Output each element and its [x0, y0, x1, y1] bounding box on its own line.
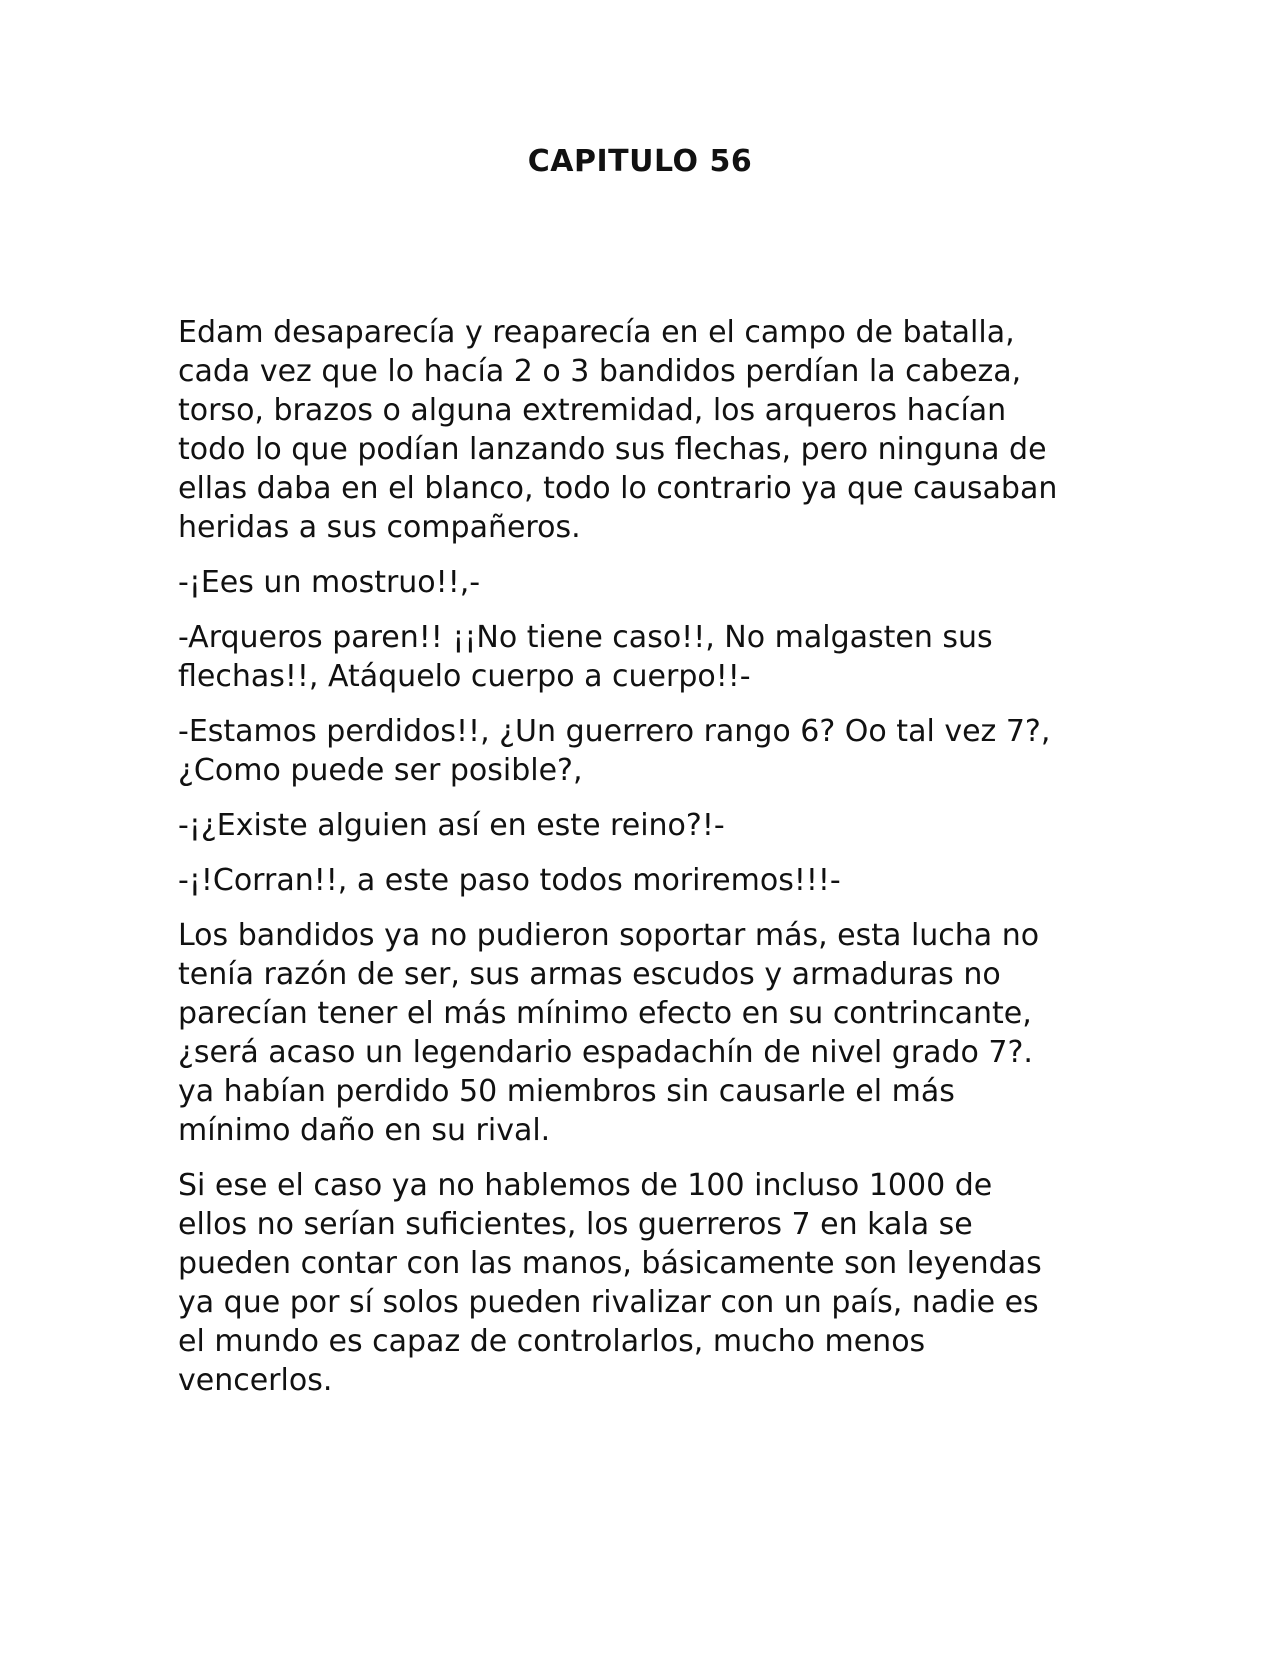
text-line: vencerlos. [178, 1363, 333, 1398]
text-line: heridas a sus compañeros. [178, 510, 581, 545]
text-line: ya que por sí solos pueden rivalizar con un país, nadie es [178, 1285, 1039, 1320]
text-line: Si ese el caso ya no hablemos de 100 incluso 1000 de [178, 1168, 993, 1203]
paragraph-dialogue-2 [178, 618, 1118, 696]
text-line: pueden contar con las manos, básicamente son leyendas [178, 1246, 1042, 1281]
text-line: parecían tener el más mínimo efecto en su contrincante, [178, 996, 1032, 1031]
paragraph-narration-3 [178, 1166, 1118, 1400]
chapter-title: CAPITULO 56 [527, 144, 753, 179]
text-line: todo lo que podían lanzando sus flechas, pero ninguna de [178, 432, 1047, 467]
paragraph-narration-2 [178, 916, 1118, 1150]
paragraph-dialogue-5 [178, 861, 1118, 900]
text-line: torso, brazos o alguna extremidad, los arqueros hacían [178, 393, 1007, 428]
text-line: -¡¿Existe alguien así en este reino?!- [178, 808, 725, 843]
paragraph-dialogue-1 [178, 563, 1118, 602]
paragraph-narration-1 [178, 313, 1118, 547]
text-line: -Estamos perdidos!!, ¿Un guerrero rango 6? Oo tal vez 7?, [178, 714, 1051, 749]
text-line: mínimo daño en su rival. [178, 1113, 551, 1148]
text-line: ¿Como puede ser posible?, [178, 753, 583, 788]
text-line: ya habían perdido 50 miembros sin causarle el más [178, 1074, 955, 1109]
text-line: ¿será acaso un legendario espadachín de nivel grado 7?. [178, 1035, 1033, 1070]
text-line: -¡!Corran!!, a este paso todos moriremos!!!- [178, 863, 841, 898]
text-line: tenía razón de ser, sus armas escudos y armaduras no [178, 957, 1001, 992]
text-line: Los bandidos ya no pudieron soportar más, esta lucha no [178, 918, 1040, 953]
text-line: cada vez que lo hacía 2 o 3 bandidos perdían la cabeza, [178, 354, 1022, 389]
text-line: -Arqueros paren!! ¡¡No tiene caso!!, No malgasten sus [178, 620, 993, 655]
text-line: ellas daba en el blanco, todo lo contrario ya que causaban [178, 471, 1058, 506]
paragraph-dialogue-4 [178, 806, 1118, 845]
chapter-body [178, 313, 1118, 1416]
paragraph-dialogue-3 [178, 712, 1118, 790]
text-line: ellos no serían suficientes, los guerreros 7 en kala se [178, 1207, 973, 1242]
text-line: flechas!!, Atáquelo cuerpo a cuerpo!!- [178, 659, 751, 694]
text-line: Edam desaparecía y reaparecía en el campo de batalla, [178, 315, 1015, 350]
text-line: el mundo es capaz de controlarlos, mucho menos [178, 1324, 926, 1359]
text-line: -¡Ees un mostruo!!,- [178, 565, 481, 600]
